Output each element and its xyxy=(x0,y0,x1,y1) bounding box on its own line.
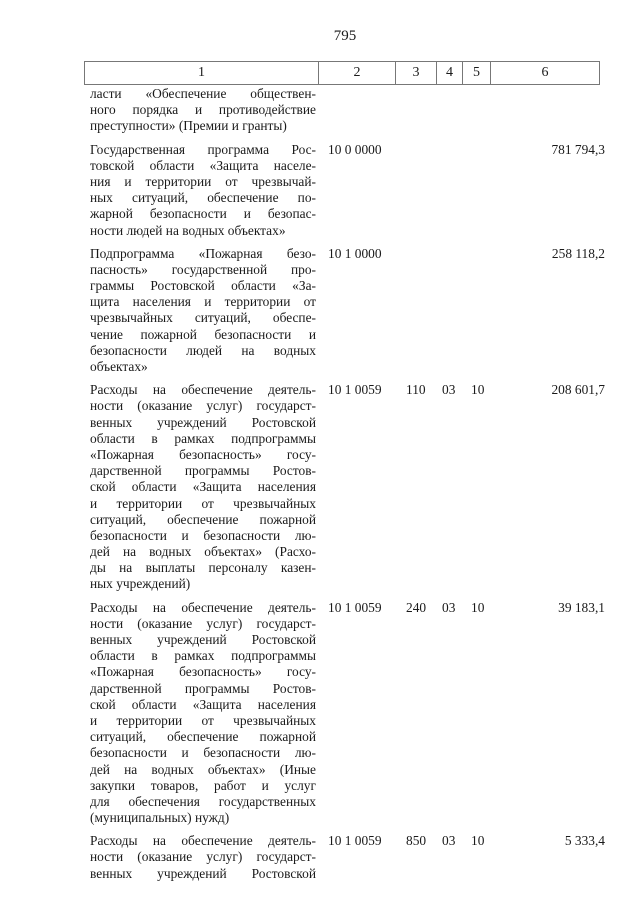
description-line: закупки товаров, работ и услуг xyxy=(90,777,316,793)
description-line: ности людей на водных объектах» xyxy=(90,222,286,238)
table-row xyxy=(90,382,605,592)
description-line: ской области «Защита населения xyxy=(90,479,316,495)
target-code: 10 1 0000 xyxy=(328,245,382,261)
description-line: венных учреждений Ростовской xyxy=(90,632,316,647)
description-line: граммы Ростовской области «За- xyxy=(90,278,316,294)
description-line: ности (оказание услуг) государст- xyxy=(90,398,316,414)
description-line: ды на выплаты персоналу казен- xyxy=(90,560,316,576)
description-line: пасность» государственной про- xyxy=(90,261,316,277)
description-line: дарственной программы Ростов- xyxy=(90,463,316,479)
description-line: ных учреждений) xyxy=(90,576,191,592)
description-line: области в рамках подпрограммы xyxy=(90,648,316,664)
description-line: венных учреждений Ростовской xyxy=(90,414,316,430)
description-line: ности (оказание услуг) государст- xyxy=(90,615,316,631)
column-header-2: 2 xyxy=(319,62,396,85)
section-code: 03 xyxy=(442,833,456,849)
row-description xyxy=(90,600,316,827)
description-line: венных учреждений Ростовской xyxy=(90,865,316,881)
description-line: объектах» xyxy=(90,359,148,374)
description-line: дарственной программы Ростов- xyxy=(90,680,316,696)
row-description xyxy=(90,382,316,592)
table-row xyxy=(90,833,605,882)
target-code: 10 1 0059 xyxy=(328,382,382,398)
description-line: дей на водных объектах» (Иные xyxy=(90,761,316,777)
column-header-6: 6 xyxy=(491,62,600,85)
row-description xyxy=(90,86,316,135)
row-description xyxy=(90,833,316,882)
description-line: ситуаций, обеспечение пожарной xyxy=(90,729,316,745)
target-code: 10 0 0000 xyxy=(328,141,382,157)
target-code: 10 1 0059 xyxy=(328,833,382,849)
description-line: ности (оказание услуг) государст- xyxy=(90,849,316,865)
description-line: товской области «Защита населе- xyxy=(90,157,316,173)
description-line: ской области «Защита населения xyxy=(90,696,316,712)
description-line: Расходы на обеспечение деятель- xyxy=(90,382,316,398)
subsection-code: 10 xyxy=(471,833,485,849)
amount: 258 118,2 xyxy=(551,245,605,261)
column-header-3: 3 xyxy=(396,62,437,85)
description-line: и территории от чрезвычайных xyxy=(90,712,316,728)
amount: 781 794,3 xyxy=(551,141,605,157)
description-line: ного порядка и противодействие xyxy=(90,102,316,118)
description-line: Государственная программа Рос- xyxy=(90,141,316,157)
description-line: безопасности людей на водных xyxy=(90,342,316,358)
description-line: безопасности и безопасности лю- xyxy=(90,527,316,543)
subsection-code: 10 xyxy=(471,382,485,398)
description-line: для обеспечения государственных xyxy=(90,793,316,809)
description-line: Расходы на обеспечение деятель- xyxy=(90,833,316,849)
description-line: Расходы на обеспечение деятель- xyxy=(90,599,316,615)
amount: 208 601,7 xyxy=(551,382,605,398)
description-line: (муниципальных) нужд) xyxy=(90,810,230,826)
description-line: Подпрограмма «Пожарная безо- xyxy=(90,245,316,261)
table-row xyxy=(90,142,605,239)
budget-table-body xyxy=(90,86,605,882)
row-description xyxy=(90,142,316,239)
section-code: 03 xyxy=(442,382,456,398)
description-line: преступности» (Премии и гранты) xyxy=(90,118,287,134)
description-line: ласти «Обеспечение обществен- xyxy=(90,86,316,101)
description-line: «Пожарная безопасность» госу- xyxy=(90,446,316,462)
amount: 5 333,4 xyxy=(564,833,605,849)
description-line: безопасности и безопасности лю- xyxy=(90,745,316,761)
description-line: щита населения и территории от xyxy=(90,294,316,310)
description-line: ных ситуаций, обеспечение по- xyxy=(90,190,316,206)
table-row xyxy=(90,600,605,827)
page-number: 795 xyxy=(333,28,357,44)
column-header-table xyxy=(84,61,600,85)
target-code: 10 1 0059 xyxy=(328,599,382,615)
description-line: и территории от чрезвычайных xyxy=(90,495,316,511)
section-code: 03 xyxy=(442,599,456,615)
description-line: области в рамках подпрограммы xyxy=(90,430,316,446)
expense-type-code: 850 xyxy=(406,833,427,849)
expense-type-code: 110 xyxy=(406,382,426,398)
column-header-1: 1 xyxy=(85,62,319,85)
description-line: ния и территории от чрезвычай- xyxy=(90,173,316,189)
amount: 39 183,1 xyxy=(558,599,605,615)
column-header-row xyxy=(85,62,600,85)
description-line: чение пожарной безопасности и xyxy=(90,326,316,342)
column-header-5: 5 xyxy=(463,62,491,85)
row-description xyxy=(90,246,316,376)
expense-type-code: 240 xyxy=(406,599,427,615)
table-row xyxy=(90,86,605,135)
column-header-4: 4 xyxy=(437,62,463,85)
description-line: чрезвычайных ситуаций, обеспе- xyxy=(90,310,316,326)
description-line: «Пожарная безопасность» госу- xyxy=(90,664,316,680)
table-row xyxy=(90,246,605,376)
description-line: жарной безопасности и безопас- xyxy=(90,206,316,222)
subsection-code: 10 xyxy=(471,599,485,615)
description-line: ситуаций, обеспечение пожарной xyxy=(90,511,316,527)
description-line: дей на водных объектах» (Расхо- xyxy=(90,544,316,560)
